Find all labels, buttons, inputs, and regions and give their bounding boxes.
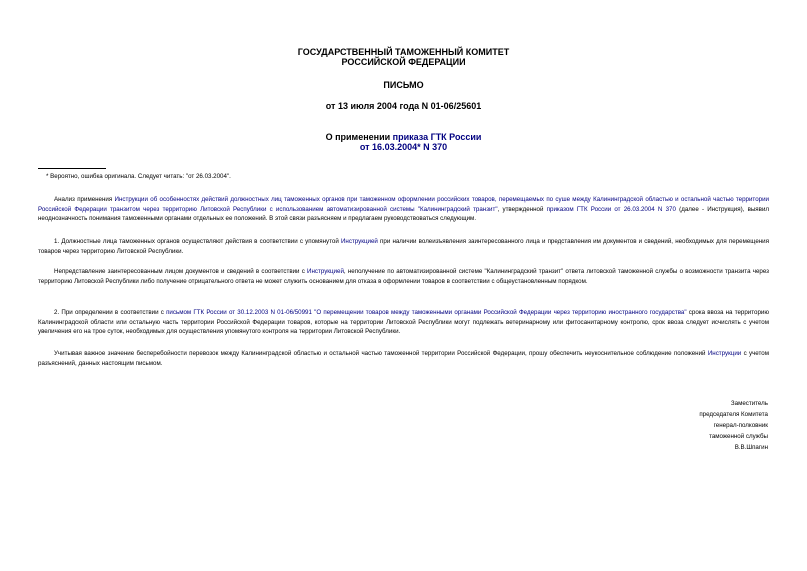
paragraph-text: при наличии волеизъявления заинтересованного лица и представления им документов и сведений, необходимых для перемещения товаров через территорию Литовской Республики. <box>38 238 769 255</box>
paragraph-analysis <box>38 195 769 224</box>
paragraph-text: с учетом разъяснений, данных настоящим письмом. <box>38 350 770 367</box>
org-name-line1: ГОСУДАРСТВЕННЫЙ ТАМОЖЕННЫЙ КОМИТЕТ <box>297 47 510 57</box>
paragraph-text: , неполучение по автоматизированной системе "Калининградский транзит" ответа литовской таможенной службы о возможности транзита через территорию Литовской Республики либо получение отрицательного ответа не может служить основанием для отказа в оформлении товаров в соответствии с общеустановленным порядком. <box>38 268 769 285</box>
signature-position-2: председателя Комитета <box>699 411 768 418</box>
document-title <box>0 132 807 142</box>
paragraph-item-2 <box>38 308 769 337</box>
paragraph-text: Учитывая важное значение бесперебойности перевозок между Калининградской областью и остальной частью таможенной территории Российской Федерации, прошу обеспечить неукоснительное соблюдение положений <box>54 350 708 357</box>
signature-name: В.В.Шпагин <box>734 444 768 451</box>
signature-block <box>699 398 768 453</box>
paragraph-text: срока ввоза на территорию Калининградской области или остальную часть территории Российской Федерации товаров, которые на территории Литовской Республики могут подлежать ветеринарному или фитосанитарному контролю, срок ввоза следует исчислять с учетом увеличения его на трое суток, необходимых для осуществления упомянутого контроля на территории Литовской Республики. <box>38 309 770 336</box>
paragraph-text: (далее - Инструкция), выявил неоднозначность понимания таможенными органами отдельных ее положений. В этой связи разъясняем и предлагаем руководствоваться следующим. <box>38 205 770 223</box>
org-name-line2: РОССИЙСКОЙ ФЕДЕРАЦИИ <box>341 57 466 67</box>
order-link-line2[interactable]: от 16.03.2004* N 370 <box>359 142 448 152</box>
paragraph-text: 2. При определении в соответствии с <box>54 309 167 316</box>
paragraph-text: Анализ применения <box>54 196 115 203</box>
instruction-link[interactable]: Инструкции <box>707 350 742 357</box>
instruction-link[interactable]: Инструкцией <box>307 268 344 275</box>
instruction-link[interactable]: Инструкции об особенностях действий должностных лиц таможенных органов при таможенном оформлении российских товаров, перемещаемых по суше между Калининградской областью и остальной частью территории Российской Федерации транзитом через территорию Литовской Республики с использованием автоматизированной системы "Калининградский транзит" <box>38 196 769 213</box>
paragraph-text: Непредставление заинтересованным лицом документов и сведений в соответствии с <box>54 268 308 275</box>
signature-rank: генерал-полковник <box>713 422 768 429</box>
paragraph-conclusion <box>38 349 769 368</box>
paragraph-text: 1. Должностные лица таможенных органов осуществляют действия в соответствии с упомянутой <box>54 238 341 245</box>
document-title-line2 <box>0 142 807 152</box>
footnote: * Вероятно, ошибка оригинала. Следует читать: "от 26.03.2004". <box>46 173 231 180</box>
paragraph-item-1 <box>38 237 769 256</box>
footnote-divider <box>38 168 106 169</box>
order-370-link[interactable]: приказом ГТК России от 26.03.2004 N 370 <box>546 205 676 213</box>
document-date: от 13 июля 2004 года N 01-06/25601 <box>325 101 482 111</box>
title-prefix: О применении <box>325 132 393 142</box>
order-link-line1[interactable]: приказа ГТК России <box>392 132 482 142</box>
letter-link[interactable]: письмом ГТК России от 30.12.2003 N 01-06/50991 "О перемещении товаров между таможенными органами Российской Федерации через территорию иностранного государства" <box>166 309 687 316</box>
document-type: ПИСЬМО <box>383 80 424 90</box>
paragraph-text: , утвержденной <box>497 205 547 213</box>
signature-position: Заместитель <box>730 400 768 407</box>
paragraph-non-submission <box>38 267 769 286</box>
signature-service: таможенной службы <box>709 433 768 440</box>
instruction-link[interactable]: Инструкцией <box>340 238 378 245</box>
